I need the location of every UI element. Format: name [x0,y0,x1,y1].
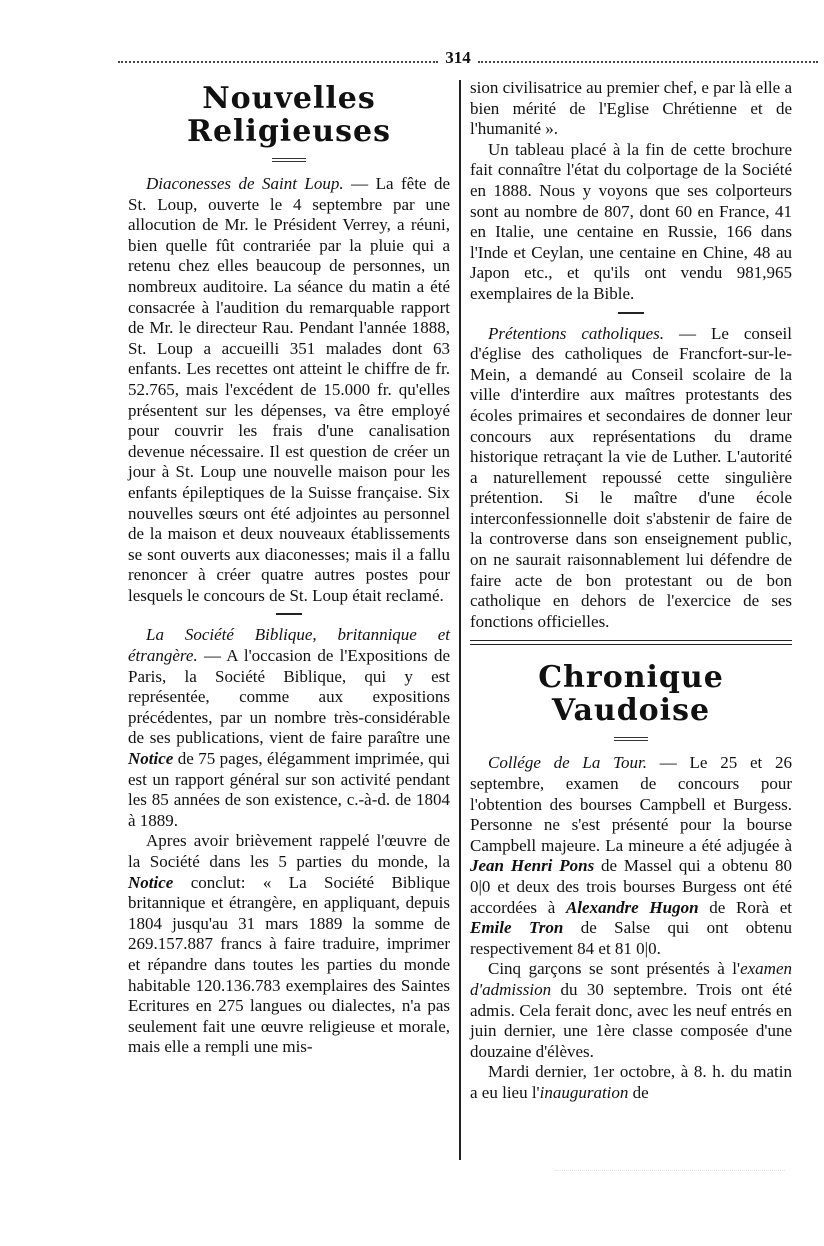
article-separator [276,613,302,615]
person-name: Jean Henri Pons [470,856,595,876]
article-text: du 30 septembre. Trois ont été admis. Cela ferait donc, avec les neuf entrés en juin dernier, une 1ère classe composée d'une douzaine d'élèves. [470,979,792,1061]
person-name: Alexandre Hugon [565,897,699,917]
article-societe-biblique [128,625,450,831]
article-diaconesses [128,174,450,606]
section-double-rule [470,640,792,645]
article-pretentions [470,324,792,633]
article-colportage: Un tableau placé à la fin de cette brochure fait connaître l'état du colportage de la Société en 1888. Nous y voyons que ses colporteurs sont au nombre de 807, dont 60 en France, 41 en Italie, une centaine en Russie, 166 dans l'Inde et Ceylan, une centaine en Chine, 48 au Japon etc., et qu'ils ont vendu 981,965 exemplaires de la Bible. [470,139,792,303]
article-text: — A l'occasion de l'Expositions de Paris, la Société Biblique, qui y est représentée, comme aux expositions précédentes, par un nombre très-considérable de ses publications, vient de faire paraître une [128,646,451,748]
article-text: — Le 25 et 26 septembre, examen de concours pour l'obtention des bourses Campbell et Burgess. Personne ne s'est présenté pour la bourse Campbell majeure. La mineure a été adjugée à [470,753,792,855]
right-column [470,78,792,1104]
notice-emphasis: Notice [128,872,174,892]
article-text: Cinq garçons se sont présentés à l' [488,959,741,979]
article-text: de Rorà et [709,897,792,917]
article-text: — La fête de St. Loup, ouverte le 4 septembre par une allocution de Mr. le Président Verrey, a réuni, bien quelle fût contrariée par la pluie qui a retenu chez elles beaucoup de personnes, un nombreux auditoire. La séance du matin a été consacrée à l'audition du remarquable rapport de Mr. le directeur Rau. Pendant l'année 1888, St. Loup a accueilli 351 malades dont 63 enfants. Les recettes ont atteint le chiffre de fr. 52.765, mais l'excédent de 15.000 fr. qu'elles présentent sur les dépenses, va être employé pour couvrir les frais d'une canalisation devenue nécessaire. Il est question de créer un jour à St. Loup une nouvelle maison pour les enfants épileptiques de la Suisse française. Six nouvelles sœurs ont été adjointes au personnel de la maison et deux nouveaux établissements se sont ouverts aux diaconesses; mais il a fallu renoncer à créer quatre autres postes pour lesquels le concours de St. Loup était reclamé. [128,174,450,605]
article-inauguration [470,1062,792,1103]
emphasis: examen d'admission [470,959,792,999]
person-name: Emile Tron [470,918,564,938]
column-separator [459,80,461,1160]
article-text: de 75 pages, élégamment imprimée, qui est un rapport général sur son activité pendant les 85 années de son existence, c.-à-d. de 1804 à 1889. [128,749,451,830]
left-column [128,78,450,1058]
article-admission [470,959,792,1062]
article-college [470,753,792,959]
title-ornament-rule [614,737,648,741]
running-header [118,48,818,70]
emphasis: inauguration [539,1082,629,1102]
bleed-through-mark [555,1170,785,1185]
article-heading: La Société Biblique, britannique et étrangère. [128,625,450,666]
section-title-chronique-vaudoise: Chronique Vaudoise [538,660,724,729]
article-continued-text: sion civilisatrice au premier chef, e par là elle a bien mérité de l'Eglise Chrétienne et de l'humanité ». [470,78,792,139]
header-rule-left [118,61,438,63]
article-text: conclut: « La Société Biblique britannique et étrangère, en appliquant, depuis 1804 jusqu'au 31 mars 1889 la somme de 269.157.887 francs à faire traduire, imprimer et répandre dans toutes les parties du monde habitable 120.136.783 exemplaires des Saintes Ecritures en 275 langues ou dialectes, n'a pas seulement fait une œuvre religieuse et morale, mais elle a rempli une mis- [128,872,451,1057]
header-rule-right [478,61,818,63]
article-text: Mardi dernier, 1er octobre, à 8. h. du matin a eu lieu l' [470,1062,792,1102]
article-heading: Prétentions catholiques. [488,323,664,343]
article-heading: Diaconesses de Saint Loup. [146,174,344,193]
article-text: de [632,1082,649,1102]
article-text: de Massel qui a obtenu 80 0|0 et deux des trois bourses Burgess ont été accordées à [470,856,792,917]
article-heading: Collége de La Tour. [488,753,648,773]
article-continuation [128,831,450,1058]
article-text: Apres avoir brièvement rappelé l'œuvre de la Société dans les 5 parties du monde, la [128,831,450,871]
title-ornament-rule [272,158,306,162]
article-separator [618,312,644,314]
notice-emphasis: Notice [128,749,174,769]
page-number: 314 [445,48,471,67]
section-title-nouvelles-religieuses: Nouvelles Religieuses [187,81,391,149]
article-text: de Salse qui ont obtenu respectivement 84 et 81 0|0. [470,918,792,958]
article-text: — Le conseil d'église des catholiques de Francfort-sur-le-Mein, a demandé au Conseil scolaire de la ville d'interdire aux maîtres protestants des écoles primaires et secondaires de donner leur concours aux représentations du drame historique retraçant la vie de Luther. L'autorité a naturellement repoussé cette singulière prétention. Si le maître d'une école interconfessionnelle doit s'abstenir de faire de la controverse dans son enseignement public, on ne saurait raisonnablement lui défendre de faire acte de bon protestant ou de bon catholique en dehors de l'exercice de ses fonctions officielles. [470,323,792,631]
